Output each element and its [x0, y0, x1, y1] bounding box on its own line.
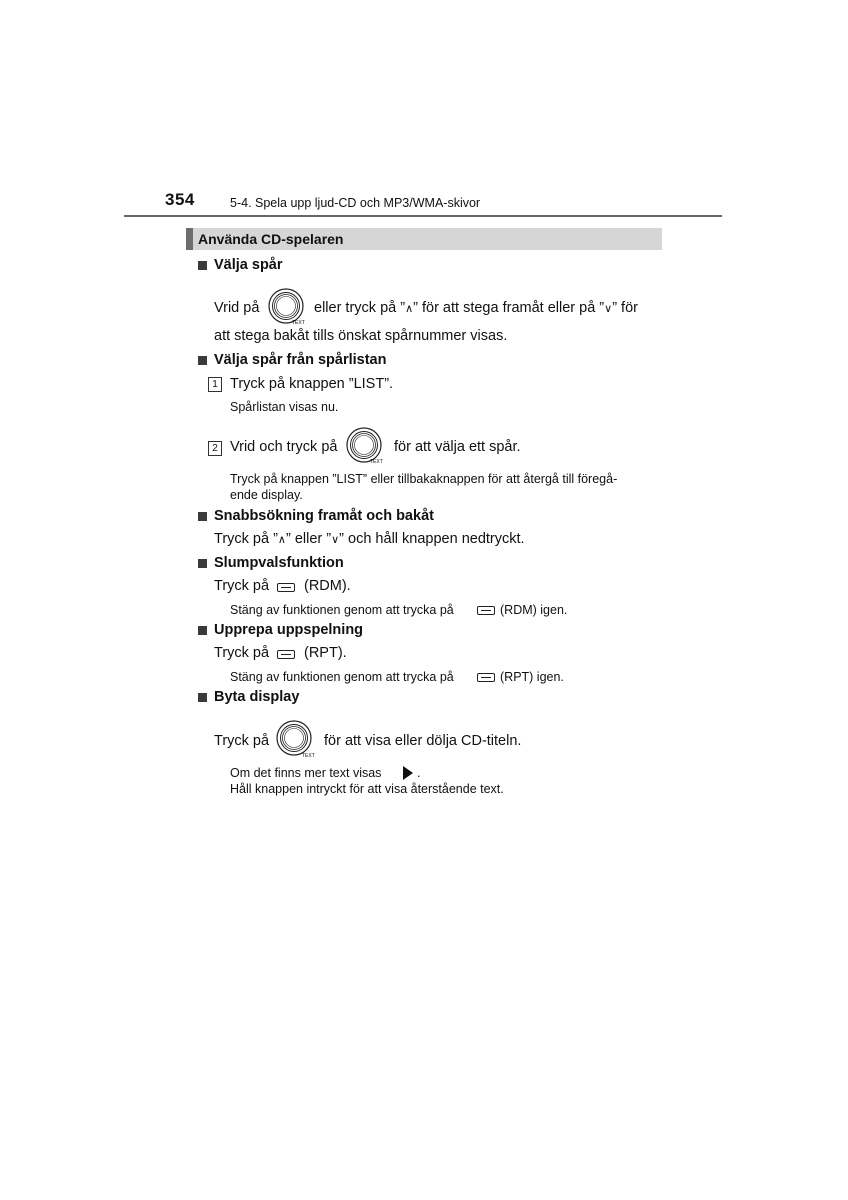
note-upprepa-b: (RPT) igen. — [500, 670, 564, 684]
step2-text-b: för att välja ett spår. — [394, 439, 521, 455]
heading-snabbsokning: Snabbsökning framåt och bakåt — [214, 508, 434, 524]
note-slumpval-b: (RDM) igen. — [500, 603, 568, 617]
bullet-square — [198, 626, 207, 635]
bullet-square — [198, 559, 207, 568]
text-upprepa-b: (RPT). — [304, 645, 347, 661]
text-segment: Tryck på ” — [214, 531, 278, 547]
section-accent — [186, 228, 193, 250]
knob-text-label: TEXT — [292, 320, 305, 326]
step2-note-line1: Tryck på knappen ”LIST” eller tillbakaknappen för att återgå till föregå- — [230, 472, 618, 486]
text-slumpval-b: (RDM). — [304, 578, 351, 594]
step1-text: Tryck på knappen ”LIST”. — [230, 376, 394, 392]
step2-note-line2: ende display. — [230, 488, 303, 502]
heading-valja-spar: Välja spår — [214, 257, 283, 273]
bullet-square — [198, 693, 207, 702]
note-slumpval-a: Stäng av funktionen genom att trycka på — [230, 603, 454, 617]
heading-byta-display: Byta display — [214, 689, 300, 705]
text-slumpval-a: Tryck på — [214, 578, 270, 594]
preset-button-icon — [277, 650, 295, 659]
text-segment: ” eller ” — [285, 531, 332, 547]
text-upprepa-a: Tryck på — [214, 645, 270, 661]
text-segment: eller tryck på ” — [314, 300, 406, 316]
note-byta-1b: . — [417, 766, 421, 780]
bullet-square — [198, 356, 207, 365]
step1-note: Spårlistan visas nu. — [230, 400, 339, 414]
preset-button-icon — [277, 583, 295, 592]
text-vrid-pa: Vrid på — [214, 300, 260, 316]
text-byta-b: för att visa eller dölja CD-titeln. — [324, 733, 522, 749]
text-snabbsokning — [214, 531, 525, 547]
preset-button-icon — [477, 673, 495, 682]
right-triangle-icon — [402, 765, 414, 781]
text-segment: ” och håll knappen nedtryckt. — [339, 531, 525, 547]
step2-text-a: Vrid och tryck på — [230, 439, 338, 455]
chapter-title: 5-4. Spela upp ljud-CD och MP3/WMA-skivor — [230, 196, 481, 210]
bullet-square — [198, 512, 207, 521]
note-byta-1a: Om det finns mer text visas — [230, 766, 382, 780]
down-arrow-icon: ∨ — [604, 303, 613, 315]
heading-spar-lista: Välja spår från spårlistan — [214, 352, 387, 368]
up-arrow-icon: ∧ — [405, 303, 414, 315]
knob-text-label: TEXT — [302, 753, 315, 759]
text-stega-bakat: att stega bakåt tills önskat spårnummer visas. — [214, 328, 508, 344]
up-arrow-icon: ∧ — [277, 534, 286, 546]
step-number-1: 1 — [208, 377, 222, 392]
step-number-2: 2 — [208, 441, 222, 456]
preset-button-icon — [477, 606, 495, 615]
text-segment: ” för — [612, 300, 638, 316]
down-arrow-icon: ∨ — [331, 534, 340, 546]
heading-slumpval: Slumpvalsfunktion — [214, 555, 344, 571]
header-rule — [124, 215, 722, 217]
section-title: Använda CD-spelaren — [198, 231, 344, 247]
heading-upprepa: Upprepa uppspelning — [214, 622, 364, 638]
page-number: 354 — [165, 190, 195, 209]
text-segment: ” för att stega framåt eller på ” — [413, 300, 605, 316]
note-byta-2: Håll knappen intryckt för att visa återstående text. — [230, 782, 504, 796]
note-upprepa-a: Stäng av funktionen genom att trycka på — [230, 670, 454, 684]
bullet-square — [198, 261, 207, 270]
text-byta-a: Tryck på — [214, 733, 270, 749]
text-eller-tryck — [314, 300, 638, 316]
knob-text-label: TEXT — [370, 459, 383, 465]
